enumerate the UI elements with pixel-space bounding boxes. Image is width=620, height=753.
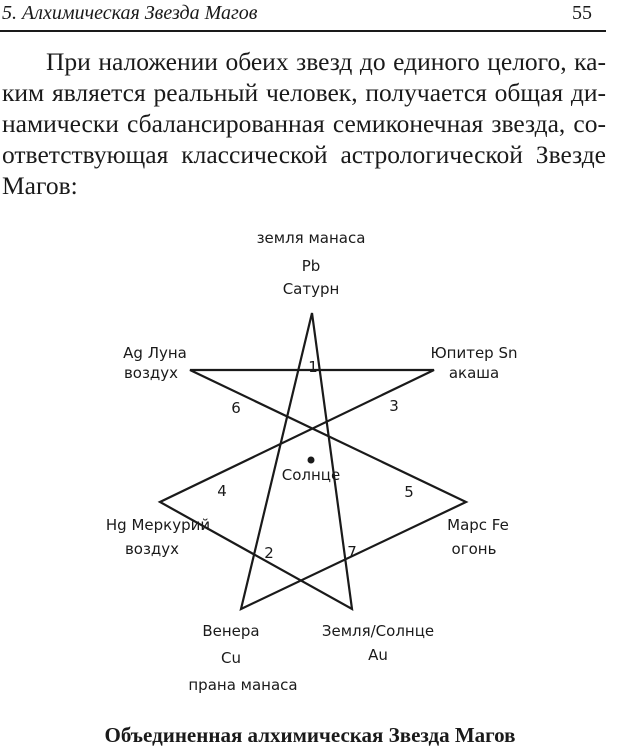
label-top-line3: Сатурн — [282, 280, 340, 298]
label-right-line2: огонь — [451, 540, 497, 558]
number-7: 7 — [347, 543, 357, 561]
label-upper-left-line2: воздух — [123, 364, 179, 382]
label-left-line2: воздух — [124, 540, 180, 558]
number-6: 6 — [231, 399, 241, 417]
running-header — [0, 0, 606, 32]
label-bottom-left-line2: Cu — [221, 649, 241, 667]
label-upper-right-line2: акаша — [448, 364, 500, 382]
number-3: 3 — [389, 397, 399, 415]
label-upper-left-line1: Ag Луна — [123, 344, 187, 362]
label-top-line1: земля манаса — [256, 229, 366, 247]
label-upper-right-line1: Юпитер Sn — [430, 344, 518, 362]
figure-caption: Объединенная алхимическая Звезда Магов — [104, 723, 516, 747]
chapter-title: 5. Алхимическая Звезда Магов — [2, 2, 258, 24]
seven-pointed-star-diagram — [0, 220, 620, 700]
label-bottom-right-line1: Земля/Солнце — [321, 622, 435, 640]
page-number: 55 — [572, 2, 592, 24]
body-paragraph: При наложении обеих звезд до единого целого, каким является реальный человек, получается общая динамически сбалансированная семиконечная звезда, соответствующая классической астрологической Звезде Магов: — [2, 47, 606, 200]
number-1: 1 — [308, 358, 318, 376]
label-right-line1: Марс Fe — [447, 516, 509, 534]
label-top-line2: Pb — [301, 257, 321, 275]
number-2: 2 — [264, 544, 274, 562]
label-left-line1: Hg Меркурий — [105, 516, 211, 534]
number-5: 5 — [404, 483, 414, 501]
label-bottom-right-line2: Au — [368, 646, 388, 664]
label-bottom-left-line3: прана манаса — [188, 676, 298, 694]
number-4: 4 — [217, 482, 227, 500]
sun-dot — [308, 457, 315, 464]
label-bottom-left-line1: Венера — [202, 622, 260, 640]
center-label: Солнце — [281, 466, 341, 484]
